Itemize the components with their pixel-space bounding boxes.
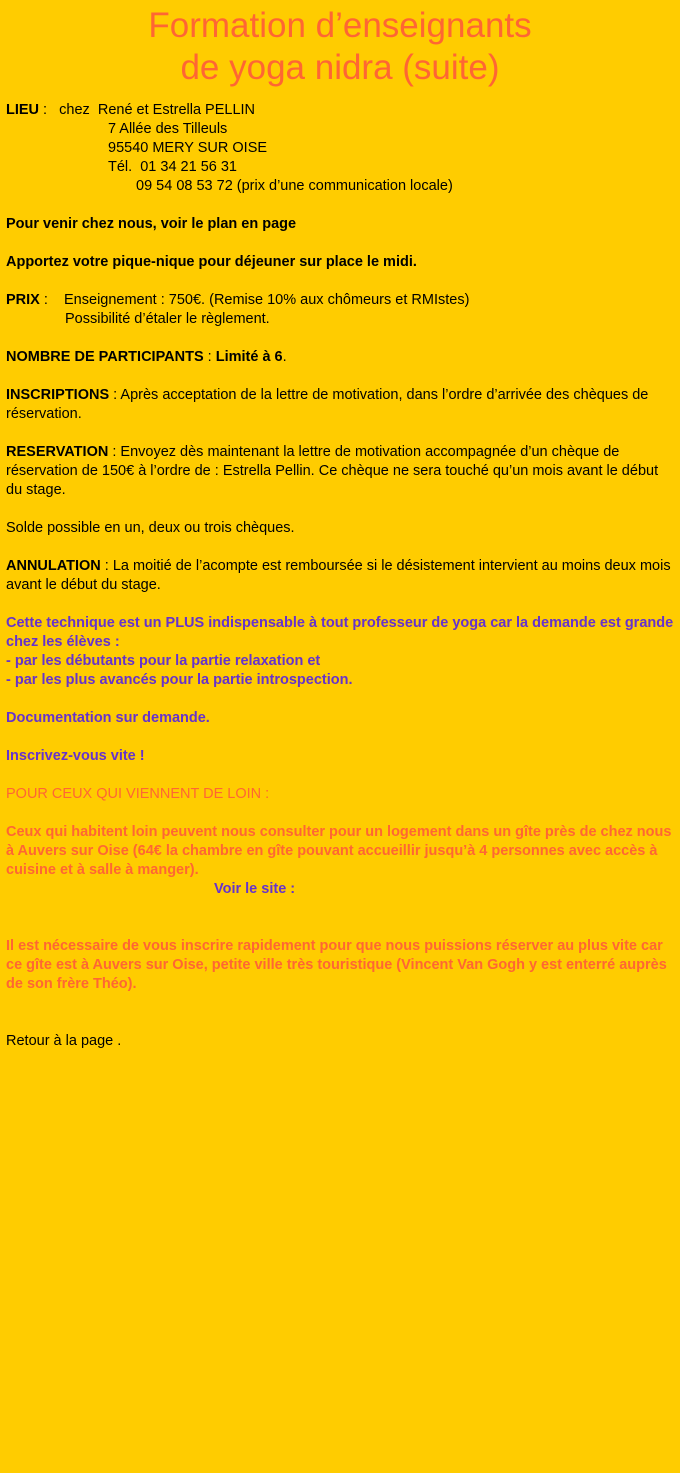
page-title (6, 5, 674, 89)
prix-line-2: Possibilité d’étaler le règlement. (65, 311, 270, 327)
page (0, 5, 680, 1473)
lieu-line-1: : chez René et Estrella PELLIN (39, 102, 256, 118)
page-title-line-2: de yoga nidra (suite) (180, 48, 500, 87)
voir-site-link[interactable]: Voir le site : (214, 881, 296, 897)
prix-section (6, 291, 674, 329)
prix-label: PRIX (6, 292, 40, 308)
inscriptions-label: INSCRIPTIONS (6, 387, 110, 403)
lieu-phone: Tél. 01 34 21 56 31 (108, 159, 237, 175)
participants-sep: : (203, 349, 216, 365)
lieu-label: LIEU (6, 102, 40, 118)
technique-line-2: - par les débutants pour la partie relaxation et (6, 653, 321, 669)
lieu-section (6, 101, 674, 196)
loin-text: Ceux qui habitent loin peuvent nous consulter pour un logement dans un gîte près de chez nous à Auvers sur Oise (64€ la chambre en gîte pouvant accueillir jusqu’à 4 personnes avec accès à cuisine et à salle à manger). (6, 824, 672, 878)
reservation-text: : Envoyez dès maintenant la lettre de motivation accompagnée d’un chèque de réservation de 150€ à l’ordre de : Estrella Pellin. Ce chèque ne sera touché qu’un mois avant le début du stage. (6, 444, 659, 498)
inscriptions-section (6, 386, 674, 424)
reservation-label: RESERVATION (6, 444, 109, 460)
reservation-section (6, 443, 674, 500)
plan-text: Pour venir chez nous, voir le plan en page (6, 216, 297, 232)
technique-section (6, 614, 674, 690)
lieu-phone-2: 09 54 08 53 72 (prix d’une communication locale) (136, 178, 453, 194)
participants-end: . (282, 349, 287, 365)
participants-section (6, 348, 674, 367)
prix-line-1: : Enseignement : 750€. (Remise 10% aux chômeurs et RMIstes) (39, 292, 470, 308)
solde-text: Solde possible en un, deux ou trois chèques. (6, 520, 295, 536)
annulation-section (6, 557, 674, 595)
technique-line-3: - par les plus avancés pour la partie introspection. (6, 672, 353, 688)
annulation-text: : La moitié de l’acompte est remboursée si le désistement intervient au moins deux mois avant le début du stage. (6, 558, 671, 593)
documentation-text: Documentation sur demande. (6, 710, 210, 726)
participants-value: Limité à 6 (215, 349, 283, 365)
participants-label: NOMBRE DE PARTICIPANTS (6, 349, 204, 365)
lieu-line-2: 7 Allée des Tilleuls (108, 121, 228, 137)
technique-line-1: Cette technique est un PLUS indispensable à tout professeur de yoga car la demande est grande chez les élèves : (6, 615, 674, 650)
retour-link[interactable]: Retour à la page . (6, 1033, 122, 1049)
inscrivez-text: Inscrivez-vous vite ! (6, 748, 145, 764)
necessaire-text: Il est nécessaire de vous inscrire rapidement pour que nous puissions réserver au plus vite car ce gîte est à Auvers sur Oise, petite ville très touristique (Vincent Van Gogh y est enterré auprès de son frère Théo). (6, 938, 667, 992)
page-title-line-1: Formation d’enseignants (148, 6, 532, 45)
annulation-label: ANNULATION (6, 558, 101, 574)
loin-title: POUR CEUX QUI VIENNENT DE LOIN : (6, 786, 270, 802)
inscriptions-text: : Après acceptation de la lettre de motivation, dans l’ordre d’arrivée des chèques de réservation. (6, 387, 649, 422)
pique-nique-text: Apportez votre pique-nique pour déjeuner sur place le midi. (6, 254, 417, 270)
lieu-line-3: 95540 MERY SUR OISE (108, 140, 268, 156)
